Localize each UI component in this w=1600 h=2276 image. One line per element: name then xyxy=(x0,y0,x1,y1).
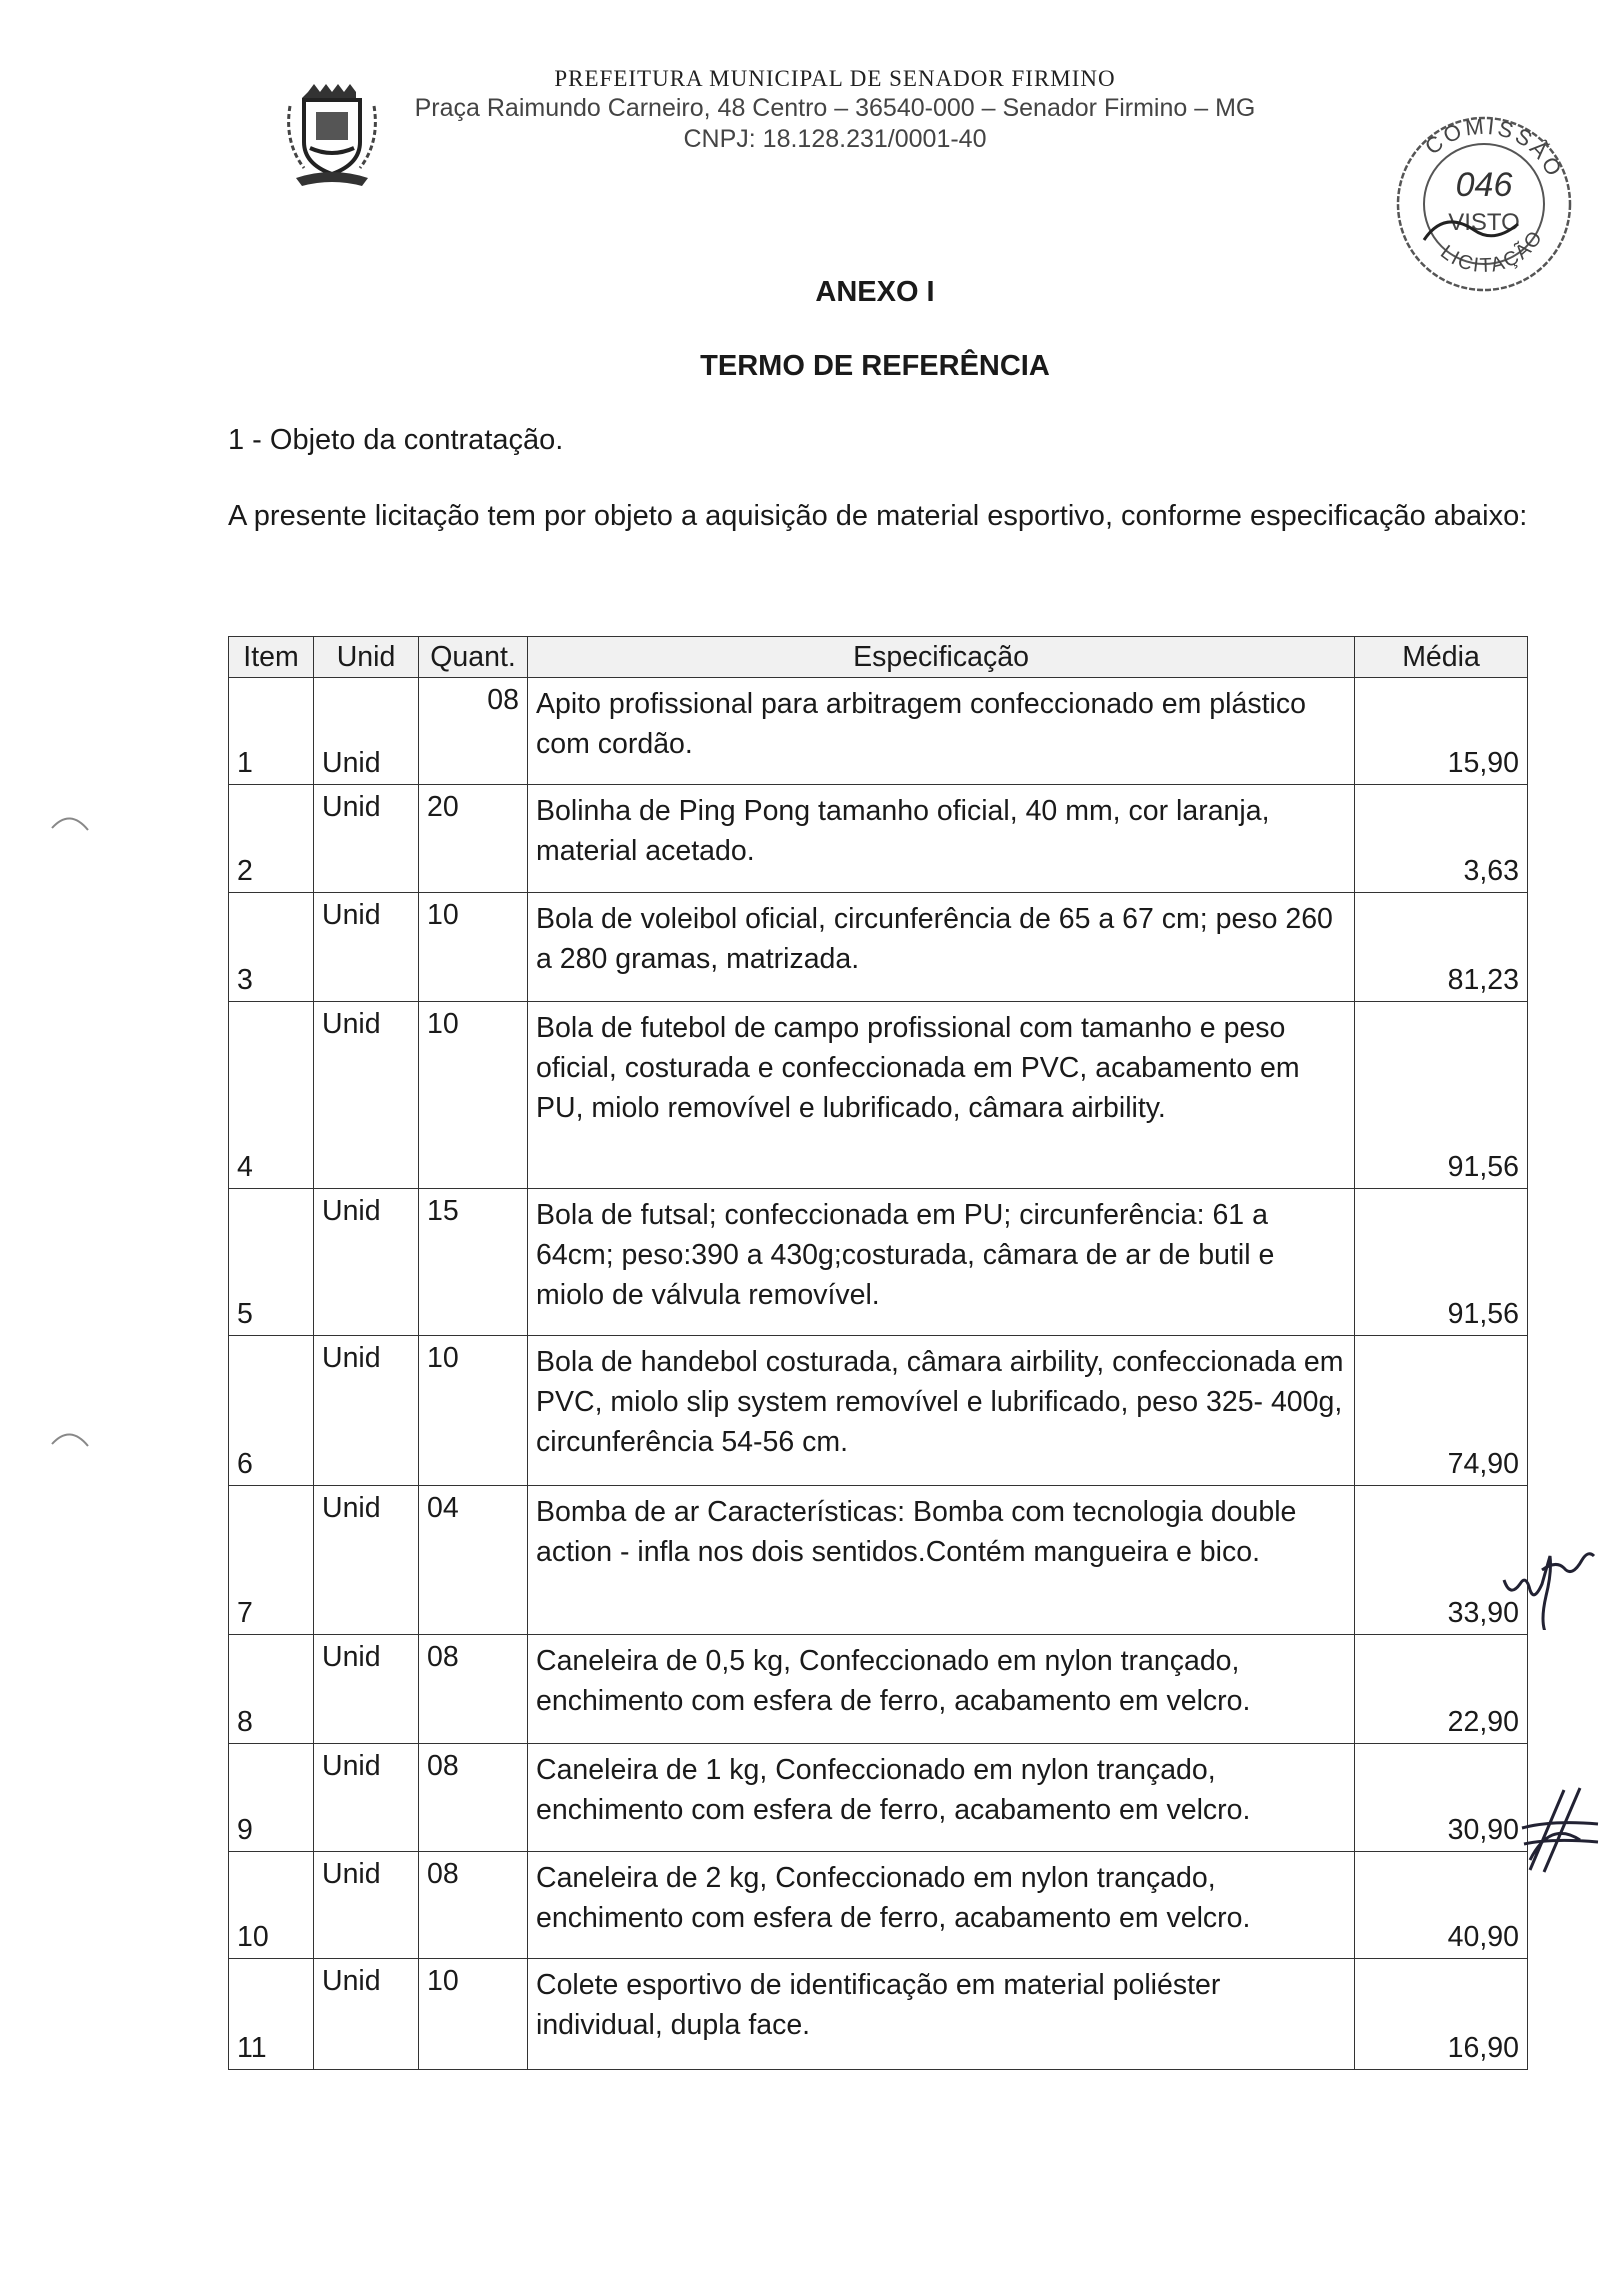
table-row xyxy=(229,1635,1528,1744)
scan-mark-icon xyxy=(50,808,90,832)
cell-item: 2 xyxy=(229,785,314,893)
cell-quant: 08 xyxy=(419,1852,528,1959)
cell-quant: 08 xyxy=(419,1744,528,1852)
cell-spec: Caneleira de 0,5 kg, Confeccionado em nylon trançado, enchimento com esfera de ferro, acabamento em velcro. xyxy=(528,1635,1355,1744)
cell-media: 22,90 xyxy=(1355,1635,1528,1744)
cell-spec: Bola de handebol costurada, câmara airbility, confeccionada em PVC, miolo slip system removível e lubrificado, peso 325- 400g, circunferência 54-56 cm. xyxy=(528,1336,1355,1486)
cell-item: 7 xyxy=(229,1486,314,1635)
header-unid: Unid xyxy=(314,637,419,678)
cell-spec: Caneleira de 1 kg, Confeccionado em nylon trançado, enchimento com esfera de ferro, acabamento em velcro. xyxy=(528,1744,1355,1852)
cell-item: 1 xyxy=(229,678,314,785)
cell-item: 5 xyxy=(229,1189,314,1336)
table-row xyxy=(229,893,1528,1002)
cell-spec: Bola de futsal; confeccionada em PU; circunferência: 61 a 64cm; peso:390 a 430g;costurada, câmara de ar de butil e miolo de válvula removível. xyxy=(528,1189,1355,1336)
table-row xyxy=(229,1744,1528,1852)
stamp-top-text: COMISSÃO xyxy=(1419,113,1569,183)
cell-media: 74,90 xyxy=(1355,1336,1528,1486)
cell-media: 91,56 xyxy=(1355,1189,1528,1336)
header-media: Média xyxy=(1355,637,1528,678)
cell-media: 30,90 xyxy=(1355,1744,1528,1852)
table-row xyxy=(229,785,1528,893)
stamp-number: 046 xyxy=(1455,166,1513,204)
cell-item: 11 xyxy=(229,1959,314,2070)
table-row xyxy=(229,1336,1528,1486)
cell-unid: Unid xyxy=(314,1189,419,1336)
cell-spec: Caneleira de 2 kg, Confeccionado em nylon trançado, enchimento com esfera de ferro, acabamento em velcro. xyxy=(528,1852,1355,1959)
cell-unid: Unid xyxy=(314,1744,419,1852)
cell-quant: 10 xyxy=(419,1002,528,1189)
cell-spec: Bola de voleibol oficial, circunferência de 65 a 67 cm; peso 260 a 280 gramas, matrizada. xyxy=(528,893,1355,1002)
cell-media: 81,23 xyxy=(1355,893,1528,1002)
signature-icon xyxy=(1500,1520,1600,1630)
cell-item: 3 xyxy=(229,893,314,1002)
cell-spec: Bola de futebol de campo profissional com tamanho e peso oficial, costurada e confeccionada em PVC, acabamento em PU, miolo removível e lubrificado, câmara airbility. xyxy=(528,1002,1355,1189)
cell-quant: 20 xyxy=(419,785,528,893)
cell-media: 40,90 xyxy=(1355,1852,1528,1959)
cell-quant: 10 xyxy=(419,893,528,1002)
cell-unid: Unid xyxy=(314,893,419,1002)
cell-spec: Bolinha de Ping Pong tamanho oficial, 40 mm, cor laranja, material acetado. xyxy=(528,785,1355,893)
header-item: Item xyxy=(229,637,314,678)
cell-quant: 15 xyxy=(419,1189,528,1336)
cell-unid: Unid xyxy=(314,1002,419,1189)
cell-media: 15,90 xyxy=(1355,678,1528,785)
table-header-row xyxy=(229,637,1528,678)
stamp-bottom-text: LICITAÇÃO xyxy=(1436,225,1548,278)
cell-item: 9 xyxy=(229,1744,314,1852)
municipality-address: Praça Raimundo Carneiro, 48 Centro – 36540-000 – Senador Firmino – MG xyxy=(414,94,1256,122)
table-row xyxy=(229,1189,1528,1336)
cell-quant: 08 xyxy=(419,1635,528,1744)
intro-paragraph: A presente licitação tem por objeto a aquisição de material esportivo, conforme especificação abaixo: xyxy=(228,500,1528,532)
table-row xyxy=(229,678,1528,785)
letterhead xyxy=(270,66,1400,154)
stamp-middle-text: VISTO xyxy=(1448,209,1520,236)
commission-stamp-icon xyxy=(1390,112,1578,294)
cell-unid: Unid xyxy=(314,1336,419,1486)
cell-quant: 08 xyxy=(419,678,528,785)
cell-unid: Unid xyxy=(314,678,419,785)
table-row xyxy=(229,1486,1528,1635)
specification-table xyxy=(228,636,1528,2070)
table-row xyxy=(229,1959,1528,2070)
signature-icon xyxy=(1520,1780,1600,1880)
cell-quant: 04 xyxy=(419,1486,528,1635)
cell-unid: Unid xyxy=(314,1852,419,1959)
cell-spec: Colete esportivo de identificação em material poliéster individual, dupla face. xyxy=(528,1959,1355,2070)
cell-item: 8 xyxy=(229,1635,314,1744)
cell-quant: 10 xyxy=(419,1959,528,2070)
header-quant: Quant. xyxy=(419,637,528,678)
cell-unid: Unid xyxy=(314,1959,419,2070)
annex-title: ANEXO I xyxy=(815,276,935,308)
document-title: TERMO DE REFERÊNCIA xyxy=(700,350,1050,382)
cell-media: 3,63 xyxy=(1355,785,1528,893)
header-spec: Especificação xyxy=(528,637,1355,678)
municipality-name: PREFEITURA MUNICIPAL DE SENADOR FIRMINO xyxy=(554,66,1116,91)
cell-media: 91,56 xyxy=(1355,1002,1528,1189)
cell-item: 10 xyxy=(229,1852,314,1959)
cell-item: 6 xyxy=(229,1336,314,1486)
table-row xyxy=(229,1852,1528,1959)
cell-spec: Apito profissional para arbitragem confeccionado em plástico com cordão. xyxy=(528,678,1355,785)
cell-quant: 10 xyxy=(419,1336,528,1486)
cell-unid: Unid xyxy=(314,1486,419,1635)
cell-unid: Unid xyxy=(314,1635,419,1744)
table-row xyxy=(229,1002,1528,1189)
cell-item: 4 xyxy=(229,1002,314,1189)
scan-mark-icon xyxy=(50,1424,90,1448)
cell-spec: Bomba de ar Características: Bomba com tecnologia double action - infla nos dois sentidos.Contém mangueira e bico. xyxy=(528,1486,1355,1635)
cell-unid: Unid xyxy=(314,785,419,893)
municipality-cnpj: CNPJ: 18.128.231/0001-40 xyxy=(683,125,987,153)
section-heading: 1 - Objeto da contratação. xyxy=(228,424,564,456)
cell-media: 33,90 xyxy=(1355,1486,1528,1635)
cell-media: 16,90 xyxy=(1355,1959,1528,2070)
